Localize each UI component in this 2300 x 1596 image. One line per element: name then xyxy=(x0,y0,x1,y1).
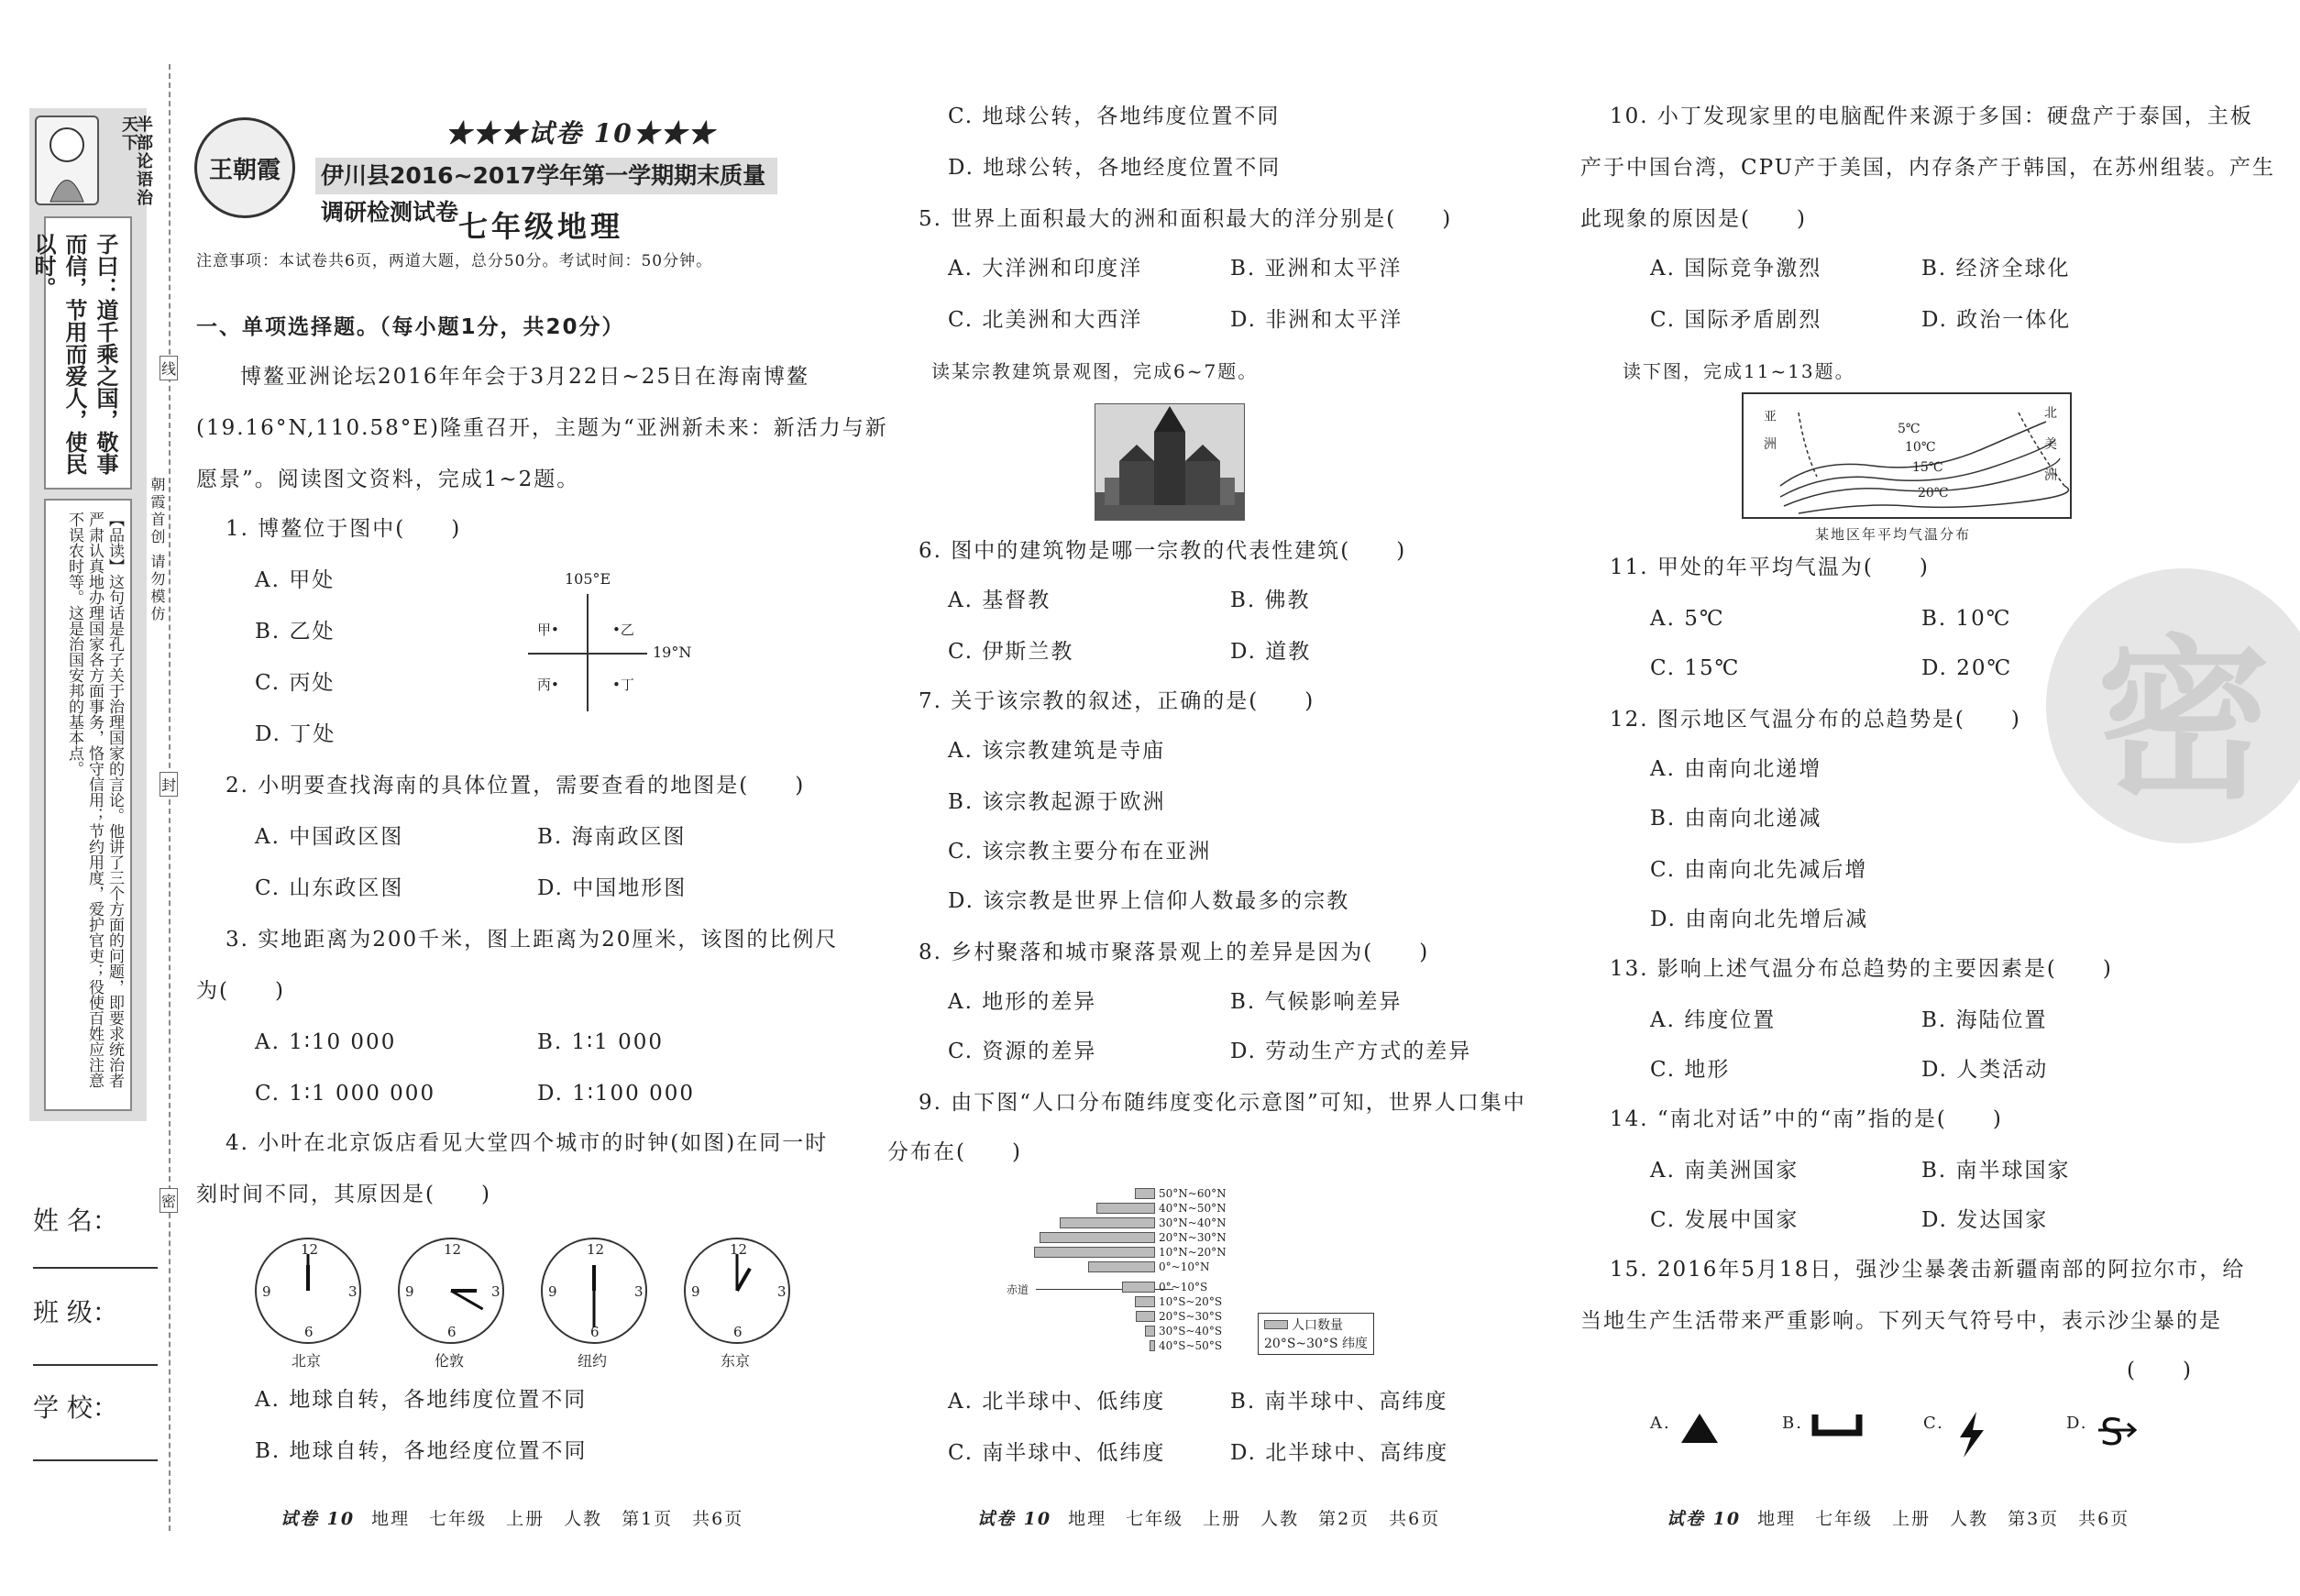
q10-option-a[interactable]: A. 国际竞争激烈 xyxy=(1650,257,1822,281)
q2-option-b[interactable]: B. 海南政区图 xyxy=(537,825,687,849)
clock-face-0 xyxy=(255,1238,361,1344)
q3-stem-2: 为( ) xyxy=(196,979,285,1003)
point-ding: •丁 xyxy=(612,677,634,693)
q15-option-b-label: B. xyxy=(1782,1414,1803,1433)
watermark-text: 密 xyxy=(2096,617,2271,822)
q4-stem-2: 刻时间不同，其原因是( ) xyxy=(196,1183,491,1206)
comment-text: 【品读】这句话是孔子关于治理国家的言论。他讲了三个方面的问题，即要求统治者严肃认真地办理国家各方面事务，恪守信用；节约用度，爱护官吏；役使百姓应注意不误农时等。这是治国安邦的基本点。 xyxy=(65,512,124,1088)
binding-mark-seal: 封 xyxy=(160,772,178,797)
watermark-seal xyxy=(2046,568,2300,843)
sandstorm-symbol-icon xyxy=(2096,1410,2139,1450)
q12-option-a[interactable]: A. 由南向北递增 xyxy=(1650,757,1822,781)
clock-number: 6 xyxy=(733,1324,743,1340)
footer-text-1: 地理 七年级 上册 人教 第1页 共6页 xyxy=(371,1509,744,1529)
clock-city-label: 伦敦 xyxy=(435,1352,465,1370)
latitude-band-label: 0°~10°S xyxy=(1159,1281,1208,1293)
q6-stem: 6. 图中的建筑物是哪一宗教的代表性建筑( ) xyxy=(919,539,1407,563)
q14-stem: 14. “南北对话”中的“南”指的是( ) xyxy=(1610,1107,2003,1131)
population-bar xyxy=(1135,1296,1155,1307)
q9-option-c[interactable]: C. 南半球中、低纬度 xyxy=(948,1441,1166,1465)
population-bar xyxy=(1150,1340,1155,1351)
q5-option-d[interactable]: D. 非洲和太平洋 xyxy=(1230,308,1403,332)
q4-option-b[interactable]: B. 地球自转，各地经度位置不同 xyxy=(255,1439,588,1463)
legend-row-2: 20°S~30°S 纬度 xyxy=(1264,1337,1368,1351)
parallel-line xyxy=(528,653,647,655)
q15-stem-1: 15. 2016年5月18日，强沙尘暴袭击新疆南部的阿拉尔市，给 xyxy=(1610,1258,2246,1282)
q3-option-b[interactable]: B. 1∶1 000 xyxy=(537,1030,664,1054)
q7-option-d[interactable]: D. 该宗教是世界上信仰人数最多的宗教 xyxy=(948,889,1350,913)
q12-option-c[interactable]: C. 由南向北先减后增 xyxy=(1650,858,1868,882)
field-school-line[interactable] xyxy=(33,1459,158,1461)
intro-1-line-1: 博鳌亚洲论坛2016年年会于3月22日~25日在海南博鳌 xyxy=(240,365,809,389)
q3-option-a[interactable]: A. 1∶10 000 xyxy=(255,1030,397,1054)
population-bar xyxy=(1088,1261,1155,1272)
clock-city-label: 纽约 xyxy=(578,1352,608,1370)
latitude-band-label: 10°N~20°N xyxy=(1159,1246,1227,1259)
copyright-notice: 朝霞首创 请勿模仿 xyxy=(149,477,166,624)
q15-option-b[interactable] xyxy=(1782,1410,1863,1438)
population-bar xyxy=(1136,1311,1155,1322)
comment-box xyxy=(44,499,132,1111)
sidebar xyxy=(29,108,153,1121)
population-chart xyxy=(990,1184,1412,1379)
legend-series: 人口数量 xyxy=(1292,1318,1343,1333)
q1-option-c[interactable]: C. 丙处 xyxy=(255,671,336,695)
footer-page-3 xyxy=(1667,1505,2129,1530)
coordinate-map xyxy=(523,568,706,715)
q5-stem: 5. 世界上面积最大的洲和面积最大的洋分别是( ) xyxy=(919,207,1453,231)
field-school: 学 校： xyxy=(33,1392,118,1423)
clock-number: 3 xyxy=(777,1283,787,1300)
isotherm-20: 20℃ xyxy=(1918,486,1949,501)
q6-option-b[interactable]: B. 佛教 xyxy=(1230,589,1311,612)
brand-logo xyxy=(194,117,295,218)
q14-option-d[interactable]: D. 发达国家 xyxy=(1921,1208,2049,1232)
latitude-band-label: 10°S~20°S xyxy=(1159,1295,1223,1308)
q8-option-b[interactable]: B. 气候影响差异 xyxy=(1230,990,1403,1014)
clock-number: 12 xyxy=(587,1241,605,1258)
q9-option-b[interactable]: B. 南半球中、高纬度 xyxy=(1230,1390,1448,1414)
exam-subject: 七年级地理 xyxy=(458,209,624,244)
clock-hand xyxy=(451,1291,483,1309)
clock-number: 6 xyxy=(590,1324,600,1340)
q13-stem: 13. 影响上述气温分布总趋势的主要因素是( ) xyxy=(1610,957,2113,981)
map-label-asia: 亚洲 xyxy=(1764,410,1777,452)
q13-option-a[interactable]: A. 纬度位置 xyxy=(1650,1008,1777,1032)
point-bing: 丙• xyxy=(537,677,559,693)
clock-number: 12 xyxy=(730,1241,748,1258)
clock-number: 12 xyxy=(444,1241,462,1258)
quote-text: 子曰：道千乘之国，敬事而信，节用而爱人，使民以时。 xyxy=(30,233,118,475)
clock-face-2 xyxy=(541,1238,647,1344)
population-bar xyxy=(1040,1232,1155,1243)
q7-option-b[interactable]: B. 该宗教起源于欧洲 xyxy=(948,790,1166,814)
latitude-band-label: 30°N~40°N xyxy=(1159,1216,1227,1229)
q7-option-c[interactable]: C. 该宗教主要分布在亚洲 xyxy=(948,840,1212,864)
clock-number: 9 xyxy=(548,1283,557,1300)
population-bar xyxy=(1122,1282,1155,1293)
map-caption: 某地区年平均气温分布 xyxy=(1815,526,1972,543)
map-label-north-america: 北美洲 xyxy=(2044,406,2057,483)
field-name: 姓 名： xyxy=(33,1205,118,1236)
intro-11: 读下图，完成11~13题。 xyxy=(1623,360,1855,382)
q1-stem: 1. 博鳌位于图中( ) xyxy=(226,517,462,541)
q12-option-d[interactable]: D. 由南向北先增后减 xyxy=(1650,908,1869,931)
q15-option-c[interactable] xyxy=(1923,1410,1989,1459)
q4-option-d[interactable]: D. 地球公转，各地经度位置不同 xyxy=(948,156,1282,180)
logo-text: 王朝霞 xyxy=(208,156,281,184)
church-photo xyxy=(1095,403,1245,521)
clock-hand xyxy=(737,1269,750,1291)
clock-city-label: 东京 xyxy=(721,1352,751,1370)
exam-title: 伊川县2016~2017学年第一学期期末质量调研检测试卷 xyxy=(315,158,777,194)
clock-city-label: 北京 xyxy=(292,1352,322,1370)
motto-title: 半部论语治天下 xyxy=(119,116,153,207)
clock-number: 6 xyxy=(447,1324,457,1340)
field-class-line[interactable] xyxy=(33,1364,158,1366)
footer-badge-3: 试卷 10 xyxy=(1667,1509,1742,1529)
q10-stem-2: 产于中国台湾，CPU产于美国，内存条产于韩国，在苏州组装。产生 xyxy=(1580,156,2276,180)
section-1-heading: 一、单项选择题。（每小题1分，共20分） xyxy=(196,315,625,339)
q6-option-c[interactable]: C. 伊斯兰教 xyxy=(948,640,1074,664)
q12-option-b[interactable]: B. 由南向北递减 xyxy=(1650,807,1822,831)
q11-stem: 11. 甲处的年平均气温为( ) xyxy=(1610,556,1930,579)
q10-stem-1: 10. 小丁发现家里的电脑配件来源于多国：硬盘产于泰国，主板 xyxy=(1610,105,2253,128)
clock-number: 9 xyxy=(691,1283,700,1300)
q2-stem: 2. 小明要查找海南的具体位置，需要查看的地图是( ) xyxy=(226,774,806,798)
q4-stem-1: 4. 小叶在北京饭店看见大堂四个城市的时钟(如图)在同一时 xyxy=(226,1131,829,1155)
latitude-band-label: 0°~10°N xyxy=(1159,1260,1210,1273)
latitude-band-label: 40°N~50°N xyxy=(1159,1202,1227,1215)
clock-face-3 xyxy=(684,1238,790,1344)
q14-option-c[interactable]: C. 发展中国家 xyxy=(1650,1208,1799,1232)
q13-option-c[interactable]: C. 地形 xyxy=(1650,1058,1731,1082)
q8-option-c[interactable]: C. 资源的差异 xyxy=(948,1040,1097,1063)
q1-option-b[interactable]: B. 乙处 xyxy=(255,620,336,644)
lightning-symbol-icon xyxy=(1953,1410,1989,1459)
church-icon xyxy=(1095,404,1244,520)
binding-mark-line: 线 xyxy=(160,356,178,380)
exam-badge: ★★★试卷 10★★★ xyxy=(446,118,716,149)
latitude-band-label: 40°S~50°S xyxy=(1159,1339,1223,1352)
q1-option-d[interactable]: D. 丁处 xyxy=(255,722,336,746)
isotherm-lines xyxy=(1744,394,2070,517)
q8-option-a[interactable]: A. 地形的差异 xyxy=(948,990,1097,1014)
q5-option-a[interactable]: A. 大洋洲和印度洋 xyxy=(948,257,1143,281)
q9-stem-2: 分布在( ) xyxy=(887,1140,1022,1164)
q11-option-a[interactable]: A. 5℃ xyxy=(1650,607,1725,631)
footer-text-3: 地理 七年级 上册 人教 第3页 共6页 xyxy=(1757,1509,2130,1529)
q5-option-b[interactable]: B. 亚洲和太平洋 xyxy=(1230,257,1403,281)
q4-option-a[interactable]: A. 地球自转，各地纬度位置不同 xyxy=(255,1388,588,1412)
intro-6: 读某宗教建筑景观图，完成6~7题。 xyxy=(931,360,1259,382)
q15-option-d[interactable] xyxy=(2066,1410,2139,1450)
q15-option-a-label: A. xyxy=(1650,1414,1671,1433)
population-bar xyxy=(1034,1247,1155,1258)
q8-stem: 8. 乡村聚落和城市聚落景观上的差异是因为( ) xyxy=(919,941,1430,964)
isotherm-10: 10℃ xyxy=(1905,440,1936,455)
field-class: 班 级： xyxy=(33,1297,118,1327)
footer-badge-2: 试卷 10 xyxy=(977,1509,1052,1529)
q3-stem-1: 3. 实地距离为200千米，图上距离为20厘米，该图的比例尺 xyxy=(226,928,839,952)
clock-face-1 xyxy=(398,1238,504,1344)
q11-option-c[interactable]: C. 15℃ xyxy=(1650,656,1741,680)
clock-number: 3 xyxy=(491,1283,501,1300)
intro-1-line-2: (19.16°N,110.58°E)隆重召开，主题为“亚洲新未来：新活力与新 xyxy=(196,416,888,440)
q10-option-b[interactable]: B. 经济全球化 xyxy=(1921,257,2071,281)
equator-label: 赤道 xyxy=(1007,1283,1029,1296)
population-bar xyxy=(1145,1326,1155,1337)
population-bar xyxy=(1060,1217,1155,1228)
lat-label: 19°N xyxy=(653,644,692,661)
q3-option-d[interactable]: D. 1∶100 000 xyxy=(537,1082,695,1106)
footer-text-2: 地理 七年级 上册 人教 第2页 共6页 xyxy=(1068,1509,1441,1529)
q14-option-b[interactable]: B. 南半球国家 xyxy=(1921,1159,2071,1183)
footer-badge-1: 试卷 10 xyxy=(281,1509,356,1529)
clock-number: 3 xyxy=(634,1283,644,1300)
legend-swatch xyxy=(1264,1320,1288,1329)
isotherm-15: 15℃ xyxy=(1912,460,1943,475)
clock-number: 3 xyxy=(348,1283,358,1300)
legend-row-1 xyxy=(1264,1315,1368,1334)
clock-hands-icon xyxy=(543,1239,645,1342)
q11-option-b[interactable]: B. 10℃ xyxy=(1921,607,2012,631)
q2-option-c[interactable]: C. 山东政区图 xyxy=(255,876,404,900)
clock-hands-icon xyxy=(686,1239,788,1342)
q4-option-c[interactable]: C. 地球公转，各地纬度位置不同 xyxy=(948,105,1281,128)
clock-number: 6 xyxy=(304,1324,314,1340)
q9-option-d[interactable]: D. 北半球中、高纬度 xyxy=(1230,1441,1449,1465)
q9-option-a[interactable]: A. 北半球中、低纬度 xyxy=(948,1390,1166,1414)
q6-option-d[interactable]: D. 道教 xyxy=(1230,640,1312,664)
chart-legend xyxy=(1258,1313,1374,1355)
binding-mark-close: 密 xyxy=(160,1188,178,1213)
q9-stem-1: 9. 由下图“人口分布随纬度变化示意图”可知，世界人口集中 xyxy=(919,1091,1526,1115)
latitude-band-label: 50°N~60°N xyxy=(1159,1187,1227,1200)
isotherm-5: 5℃ xyxy=(1898,422,1920,436)
q13-option-b[interactable]: B. 海陆位置 xyxy=(1921,1008,2048,1032)
q12-stem: 12. 图示地区气温分布的总趋势是( ) xyxy=(1610,708,2021,732)
lon-label: 105°E xyxy=(565,570,611,588)
sidebar-figure xyxy=(35,116,99,205)
clock-number: 12 xyxy=(301,1241,319,1258)
q15-option-a[interactable] xyxy=(1650,1410,1720,1447)
q13-option-d[interactable]: D. 人类活动 xyxy=(1921,1058,2049,1082)
footer-page-1 xyxy=(281,1505,743,1530)
q2-option-a[interactable]: A. 中国政区图 xyxy=(255,825,404,849)
exam-notice: 注意事项：本试卷共6页，两道大题，总分50分。考试时间：50分钟。 xyxy=(196,252,713,270)
intro-1-line-3: 愿景”。阅读图文资料，完成1~2题。 xyxy=(196,468,580,491)
quote-box xyxy=(30,216,132,490)
svg-text:S: S xyxy=(2099,1412,2126,1450)
latitude-band-label: 30°S~40°S xyxy=(1159,1325,1223,1337)
q15-stem-3: ( ) xyxy=(2127,1359,2193,1382)
clock-number: 9 xyxy=(262,1283,271,1300)
triangle-symbol-icon xyxy=(1679,1410,1720,1447)
clock-hands-icon xyxy=(257,1239,359,1342)
temperature-map xyxy=(1742,392,2072,519)
q15-option-d-label: D. xyxy=(2066,1414,2088,1433)
population-bar xyxy=(1096,1203,1155,1214)
clock-number: 9 xyxy=(405,1283,414,1300)
bracket-symbol-icon xyxy=(1811,1411,1863,1438)
q8-option-d[interactable]: D. 劳动生产方式的差异 xyxy=(1230,1040,1472,1063)
binding-line xyxy=(169,64,171,1531)
q10-stem-3: 此现象的原因是( ) xyxy=(1580,207,1807,231)
field-name-line[interactable] xyxy=(33,1267,158,1269)
latitude-band-label: 20°N~30°N xyxy=(1159,1231,1227,1244)
q10-option-c[interactable]: C. 国际矛盾剧烈 xyxy=(1650,308,1822,332)
q2-option-d[interactable]: D. 中国地形图 xyxy=(537,876,688,900)
clock-hands-icon xyxy=(400,1239,502,1342)
point-jia: 甲• xyxy=(537,622,559,638)
q10-option-d[interactable]: D. 政治一体化 xyxy=(1921,308,2072,332)
q1-option-a[interactable]: A. 甲处 xyxy=(255,568,336,592)
q6-option-a[interactable]: A. 基督教 xyxy=(948,589,1051,612)
q5-option-c[interactable]: C. 北美洲和大西洋 xyxy=(948,308,1143,332)
point-yi: •乙 xyxy=(612,622,634,638)
q15-stem-2: 当地生产生活带来严重影响。下列天气符号中，表示沙尘暴的是 xyxy=(1580,1309,2222,1333)
scholar-icon xyxy=(37,117,97,204)
q3-option-c[interactable]: C. 1∶1 000 000 xyxy=(255,1082,436,1106)
q7-option-a[interactable]: A. 该宗教建筑是寺庙 xyxy=(948,739,1166,763)
q15-option-c-label: C. xyxy=(1923,1414,1944,1433)
q7-stem: 7. 关于该宗教的叙述，正确的是( ) xyxy=(919,689,1315,713)
population-bar xyxy=(1135,1188,1155,1199)
latitude-band-label: 20°S~30°S xyxy=(1159,1310,1223,1323)
footer-page-2 xyxy=(977,1505,1440,1530)
q11-option-d[interactable]: D. 20℃ xyxy=(1921,656,2013,680)
q14-option-a[interactable]: A. 南美洲国家 xyxy=(1650,1159,1799,1183)
